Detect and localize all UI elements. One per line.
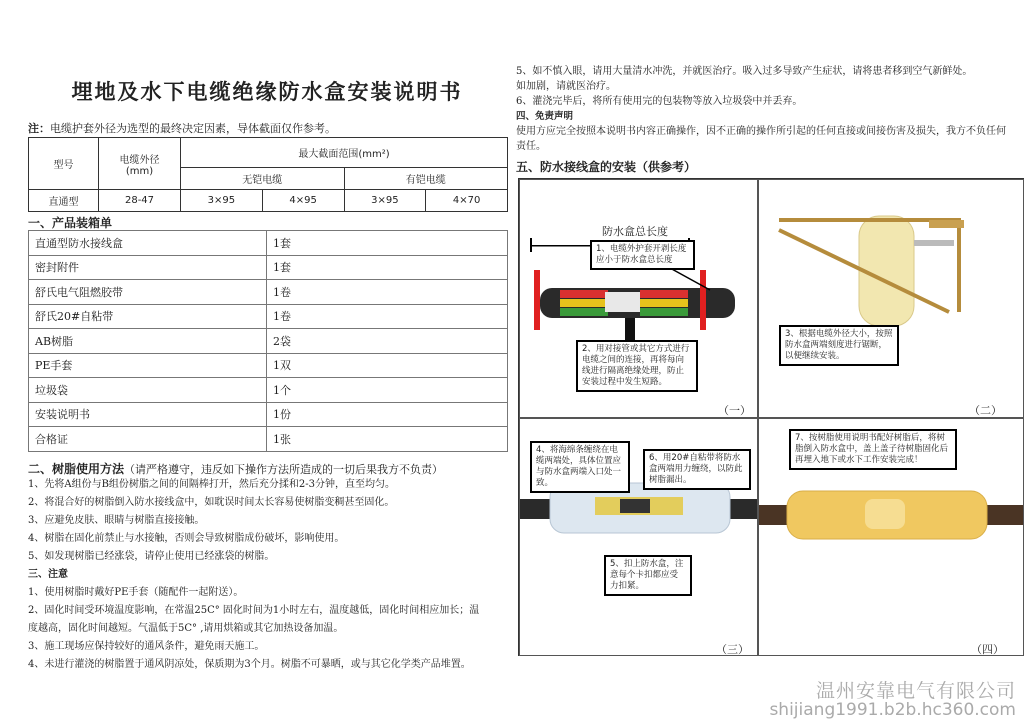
table-row: [29, 280, 508, 305]
note: [28, 120, 336, 136]
spec-row: [29, 190, 508, 212]
unarmored-header: 无铠电缆: [181, 168, 345, 190]
callout-step-7: 7、按树脂使用说明书配好树脂后，将树脂倒入防水盒中，盖上盖子待树脂固化后再埋入地下或水下工作安装完成！: [789, 429, 957, 470]
table-row: [29, 353, 508, 378]
saw-illustration: [759, 180, 1024, 418]
panel-label: （三）: [716, 643, 749, 656]
item-name: PE手套: [29, 353, 267, 378]
item-qty: 1套: [267, 231, 508, 256]
packing-table: [28, 230, 508, 452]
item-name: 舒氏20#自粘带: [29, 304, 267, 329]
disclaimer-heading: 四、免责声明: [516, 111, 574, 122]
company-watermark: 温州安靠电气有限公司: [815, 680, 1016, 702]
install-panels: [518, 178, 1024, 656]
table-row: [29, 231, 508, 256]
item-qty: 1份: [267, 402, 508, 427]
diameter-unit: (mm): [125, 165, 154, 177]
safety-line: 5、如不慎入眼，请用大量清水冲洗，并就医治疗。吸入过多导致产生症状，请将患者移到空气新鲜处。: [516, 66, 973, 77]
spec-cell: 4×70: [426, 190, 508, 212]
install-panel-4: [758, 418, 1024, 656]
spec-cell: 3×95: [181, 190, 263, 212]
callout-step-2: 2、用对接管或其它方式进行电缆之间的连接，再将每向线进行隔离绝缘处理，防止安装过程中发生短路。: [576, 340, 698, 392]
note-item: 1、使用树脂时戴好PE手套（随配件一起附送）。: [28, 587, 244, 598]
resin-steps: [28, 476, 510, 674]
diameter-label: 电缆外径: [119, 154, 160, 166]
install-panel-3: [519, 418, 758, 656]
model-header: 型号: [29, 138, 99, 190]
item-qty: 1套: [267, 255, 508, 280]
install-heading: 五、防水接线盒的安装（供参考）: [516, 160, 697, 174]
callout-step-1: 1、电缆外护套开剥长度应小于防水盒总长度: [590, 240, 695, 270]
armored-header: 有铠电缆: [344, 168, 508, 190]
right-column-text: [516, 64, 1010, 175]
resin-step: 3、应避免皮肤、眼睛与树脂直接接触。: [28, 515, 205, 526]
table-row: [29, 255, 508, 280]
item-qty: 1个: [267, 378, 508, 403]
resin-heading-text: 二、树脂使用方法: [28, 462, 125, 476]
spec-table: [28, 137, 508, 212]
item-qty: 1双: [267, 353, 508, 378]
table-row: [29, 304, 508, 329]
spec-cell: 4×95: [262, 190, 344, 212]
spec-cell: 28-47: [99, 190, 181, 212]
item-name: 合格证: [29, 427, 267, 452]
packing-heading: 一、产品装箱单: [28, 216, 113, 230]
diameter-header: [99, 138, 181, 190]
callout-step-6: 6、用20#自粘带将防水盒两端用力缠绕，以防此树脂漏出。: [643, 449, 751, 490]
notes-heading: 三、注意: [28, 569, 68, 580]
panel-label: （四）: [971, 643, 1004, 656]
item-name: AB树脂: [29, 329, 267, 354]
callout-step-5: 5、扣上防水盒，注意每个卡扣都应受力扣紧。: [604, 555, 692, 596]
range-header: 最大截面范围(mm²): [181, 138, 508, 168]
callout-step-4: 4、将海绵条缠绕在电缆两端处，具体位置应与防水盒两端入口处一致。: [530, 441, 630, 493]
panel-label: （二）: [969, 404, 1002, 417]
resin-heading: [28, 460, 443, 477]
note-label: 注：: [28, 122, 50, 135]
safety-line: 6、灌浇完毕后，将所有使用完的包装物等放入垃圾袋中并丢弃。: [516, 96, 803, 107]
callout-step-3: 3、根据电缆外径大小，按照防水盒两端刻度进行锯断，以便继续安装。: [779, 325, 899, 366]
note-item: 2、固化时间受环境温度影响，在常温25C° 固化时间为1小时左右，温度越低，固化时间相应加长；温: [28, 605, 480, 616]
item-name: 密封附件: [29, 255, 267, 280]
spec-cell: 3×95: [344, 190, 426, 212]
item-qty: 1卷: [267, 304, 508, 329]
item-qty: 1卷: [267, 280, 508, 305]
table-row: [29, 378, 508, 403]
note-text: 电缆护套外径为选型的最终决定因素，导体截面仅作参考。: [50, 122, 336, 135]
resin-step: 2、将混合好的树脂倒入防水接线盒中，如耽误时间太长容易使树脂变稠甚至固化。: [28, 497, 395, 508]
spec-cell: 直通型: [29, 190, 99, 212]
note-item: 4、未进行灌浇的树脂置于通风阴凉处，保质期为3个月。树脂不可暴晒，或与其它化学类产品堆置。: [28, 659, 471, 670]
item-qty: 2袋: [267, 329, 508, 354]
table-row: [29, 329, 508, 354]
install-panel-1: 防水盒总长度 1、电缆外护套开剥长度应小于防水盒总长度 2、用对接管或其它方式进行电缆之间的连接，再将每向线进行隔离绝缘处理，防止安装过程中发生短路。 （一）: [519, 179, 758, 418]
resin-step: 1、先将A组份与B组份树脂之间的间隔棒打开，然后充分揉和2-3分钟，直至均匀。: [28, 479, 396, 490]
install-panel-2: [758, 179, 1024, 418]
table-row: [29, 402, 508, 427]
item-name: 直通型防水接线盒: [29, 231, 267, 256]
panel-label: （一）: [718, 404, 751, 417]
table-row: [29, 427, 508, 452]
resin-step: 5、如发现树脂已经涨袋，请停止使用已经涨袋的树脂。: [28, 551, 275, 562]
url-watermark: shijiang1991.b2b.hc360.com: [769, 700, 1016, 720]
resin-step: 4、树脂在固化前禁止与水接触，否则会导致树脂成份破坏，影响使用。: [28, 533, 345, 544]
item-name: 垃圾袋: [29, 378, 267, 403]
safety-line: 如加剧，请就医治疗。: [516, 81, 616, 92]
item-name: 安装说明书: [29, 402, 267, 427]
note-item: 度越高，固化时间越短。气温低于5C° ,请用烘箱或其它加热设备加温。: [28, 623, 344, 634]
item-qty: 1张: [267, 427, 508, 452]
disclaimer-text: 使用方应完全按照本说明书内容正确操作，因不正确的操作所引起的任何直接或间接伤害及损失，我方不负任何责任。: [516, 126, 1006, 152]
item-name: 舒氏电气阻燃胶带: [29, 280, 267, 305]
document-title: 埋地及水下电缆绝缘防水盒安装说明书: [71, 79, 463, 104]
note-item: 3、施工现场应保持较好的通风条件，避免雨天施工。: [28, 641, 265, 652]
resin-heading-sub: （请严格遵守，违反如下操作方法所造成的一切后果我方不负责）: [124, 463, 444, 476]
